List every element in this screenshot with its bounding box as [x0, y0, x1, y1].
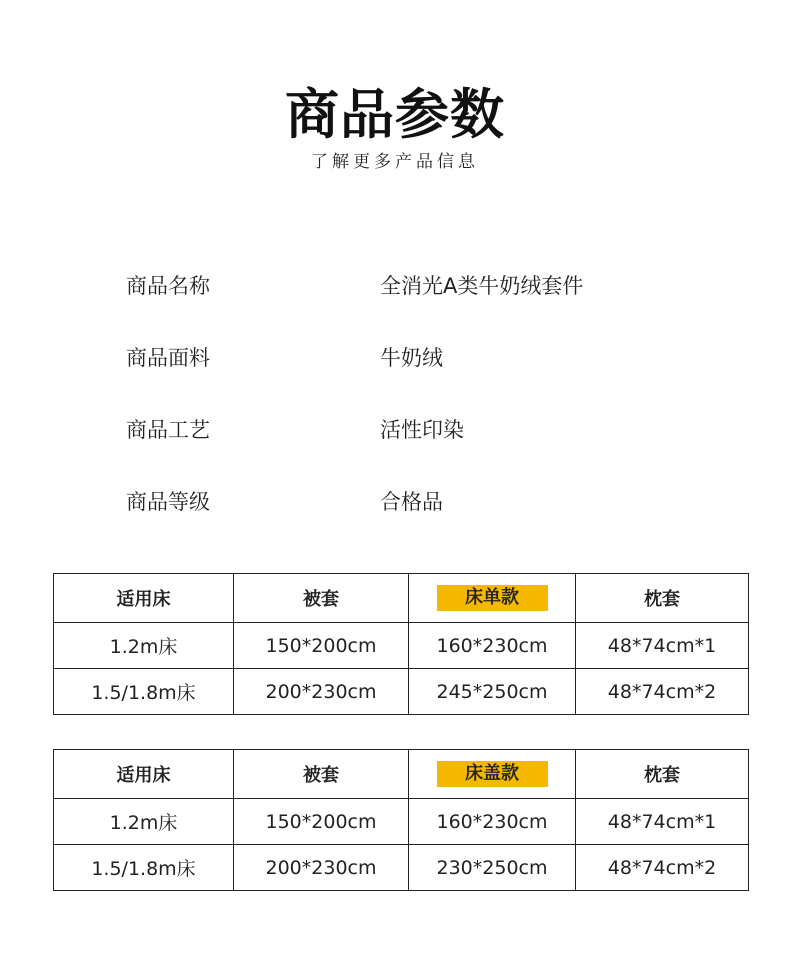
- table-cell: 48*74cm*1: [576, 623, 749, 669]
- table-cell: 160*230cm: [409, 623, 576, 669]
- table-cell: 1.5/1.8m床: [54, 845, 234, 891]
- table-row: [54, 799, 749, 845]
- header-cell-bedspread: [409, 750, 576, 799]
- param-label: 商品等级: [126, 490, 210, 514]
- param-label: 商品面料: [126, 346, 210, 370]
- table-header-row: [54, 574, 749, 623]
- table-header-row: [54, 750, 749, 799]
- table-cell: 200*230cm: [234, 669, 409, 715]
- param-value: 活性印染: [380, 418, 464, 442]
- param-row-name: [0, 270, 790, 300]
- table-cell: 200*230cm: [234, 845, 409, 891]
- header-cell-pillowcase: 枕套: [576, 574, 749, 623]
- header-cell-sheet: [409, 574, 576, 623]
- param-value: 全消光A类牛奶绒套件: [380, 274, 584, 298]
- param-row-fabric: [0, 342, 790, 372]
- header-cell-bed: 适用床: [54, 750, 234, 799]
- table-cell: 230*250cm: [409, 845, 576, 891]
- page-subtitle: 了解更多产品信息: [311, 152, 479, 172]
- param-value: 牛奶绒: [380, 346, 443, 370]
- table-cell: 1.2m床: [54, 799, 234, 845]
- table-cell: 160*230cm: [409, 799, 576, 845]
- param-label: 商品工艺: [126, 418, 210, 442]
- highlight-label: 床单款: [437, 585, 548, 611]
- table-cell: 1.5/1.8m床: [54, 669, 234, 715]
- table-cell: 150*200cm: [234, 623, 409, 669]
- table-cell: 48*74cm*1: [576, 799, 749, 845]
- table-cell: 245*250cm: [409, 669, 576, 715]
- table-cell: 150*200cm: [234, 799, 409, 845]
- param-value: 合格品: [380, 490, 443, 514]
- table-row: [54, 669, 749, 715]
- table-cell: 1.2m床: [54, 623, 234, 669]
- header-cell-bed: 适用床: [54, 574, 234, 623]
- table-cell: 48*74cm*2: [576, 669, 749, 715]
- table-cell: 48*74cm*2: [576, 845, 749, 891]
- table-row: [54, 623, 749, 669]
- param-row-craft: [0, 414, 790, 444]
- highlight-label: 床盖款: [437, 761, 548, 787]
- page-title: 商品参数: [285, 83, 505, 146]
- param-label: 商品名称: [126, 274, 210, 298]
- param-row-grade: [0, 486, 790, 516]
- header-cell-duvet: 被套: [234, 750, 409, 799]
- table-row: [54, 845, 749, 891]
- size-table-sheet: [53, 573, 749, 715]
- size-table-bedspread: [53, 749, 749, 891]
- header-cell-pillowcase: 枕套: [576, 750, 749, 799]
- header-cell-duvet: 被套: [234, 574, 409, 623]
